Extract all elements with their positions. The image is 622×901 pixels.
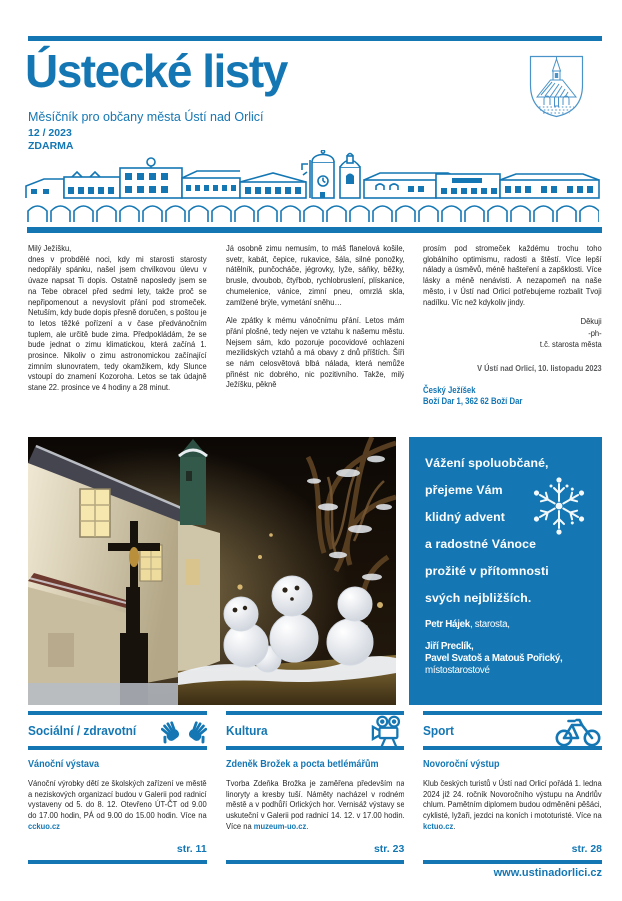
letter-salutation: Milý Ježíšku,: [28, 243, 72, 253]
city-website-link[interactable]: www.ustinadorlici.cz: [493, 867, 602, 879]
link-kctuo[interactable]: kctuo.cz: [423, 820, 454, 831]
signoff-initials: -ph-: [588, 327, 602, 338]
greeting-line: svých nejbližších.: [425, 591, 532, 605]
divider-bar: [226, 746, 405, 750]
section-title: Sociální / zdravotní: [28, 723, 137, 738]
divider-bar: [423, 860, 602, 864]
article-column-3: [423, 243, 602, 433]
divider-bar: [226, 860, 405, 864]
link-cckuo[interactable]: cckuo.cz: [28, 820, 60, 831]
letter-paragraph: Já osobně zimu nemusím, to máš flanelová košile, svetr, kabát, čepice, rukavice, šála, silné ponožky, nátělník, punčocháče, jégrovky, lyže, sáňky, běžky, brusle, dvoubob, čtyřbob, rychlobruslení, plískanice, chumelenice, vánice, zimní pneu, omrzlá skla, zamlžené brýle, vymetání sněhu…: [225, 243, 405, 307]
greeting-line: klidný advent: [425, 510, 505, 524]
page-reference: str. 23: [373, 843, 405, 855]
section-teaser-text: Tvorba Zdeňka Brožka je zaměřena především na linoryty a kresby tuší. Náměty nacházel v rodném městě a v podhůří Orlických hor. Vernisáž výstavy se uskuteční v Galerii pod radnicí 14. 12. v 17.00 hodin. Více na muzeum-uo.cz.: [225, 778, 405, 831]
greeting-line: prožité v přítomnosti: [425, 564, 549, 578]
addressee-name: Český Ježíšek: [423, 384, 476, 395]
section-teaser-text: Vánoční výrobky dětí ze školských zařízení ve městě a neziskových organizací budou v Galerii pod radnicí vystaveny od 5. do 8. 12. Otevřeno ÚT-ČT od 9.00 do 17.00 hodin, PÁ od 9.00 do 15.00 hodin. Více na cckuo.cz: [28, 778, 207, 831]
letter-dateline: V Ústí nad Orlicí, 10. listopadu 2023: [477, 362, 602, 373]
price-label: ZDARMA: [28, 140, 74, 152]
addressee-address: Boží Dar 1, 362 62 Boží Dar: [423, 395, 523, 406]
section-teaser-text: Klub českých turistů v Ústí nad Orlicí pořádá 1. ledna 2024 již 24. ročník Novoročního výstupu na Andrlův chlum. Pamětním diplomem budou odměněni pěšáci, cyklisté, lyžaři, jezdci na koních i mototuristé. Více na kctuo.cz.: [423, 778, 602, 831]
letter-signoff: [423, 316, 602, 351]
film-camera-icon: [370, 715, 404, 747]
greeting-line: Vážení spoluobčané,: [425, 456, 549, 470]
page-reference: str. 11: [176, 843, 207, 855]
greeting-signature-mayor: Petr Hájek, starosta,: [425, 619, 510, 630]
signoff-thanks: Děkuji: [580, 316, 602, 327]
greeting-signature-deputies: Jiří Preclík, Pavel Svatoš a Matouš Pořický, místostarostové: [425, 641, 563, 676]
teaser-sections: [28, 711, 602, 864]
town-crest-icon: [529, 55, 584, 118]
issue-number: 12 / 2023: [28, 127, 72, 139]
page-reference: str. 28: [571, 843, 602, 855]
masthead-subtitle: Měsíčník pro občany města Ústí nad Orlicí: [28, 110, 264, 124]
signoff-role: t.č. starosta města: [540, 339, 602, 350]
letter-addressee: [423, 385, 602, 407]
section-heading: Novoroční výstup: [423, 759, 500, 770]
caring-hands-icon: [161, 716, 207, 746]
snowflake-icon: [528, 475, 590, 537]
article-column-2: [226, 243, 405, 433]
section-title: Kultura: [225, 723, 268, 738]
divider-bar: [423, 746, 602, 750]
letter-paragraph: dnes v probdělé noci, kdy mi starosti starosty nedopřály spánku, našel jsem chvilkovou úlevu v úvaze napsat Ti dopis. Ostatně naposledy jsem se na Tebe obracel před sedmi lety, takže proč se nepřipomenout a nevyslovit přání pod stromeček. Netuším, kdy bude dopis přesně doručen, s poštou je to letos těžké pořízení a v čase předvánočním tuplem, ale určitě bude zima. Předpokládám, že se bude jednat o zimu klimatickou, která začíná 1. prosince. Nikoliv o zimu astronomickou začínající zimním slunovratem, tedy okamžikem, kdy Slunce vstoupí do znamení Kozoroha. Letos se tak údajně stane 22. prosince ve 4 hodiny a 28 minut.: [28, 253, 207, 393]
bicycle-icon: [554, 715, 602, 747]
skyline-divider-bar: [27, 227, 602, 233]
snowmen-night-photo: [28, 437, 396, 705]
divider-bar: [28, 860, 207, 864]
top-divider-bar: [28, 36, 602, 41]
section-heading: Zdeněk Brožek a pocta betlémářům: [225, 759, 379, 770]
section-sport: [423, 711, 602, 864]
greeting-line: přejeme Vám: [425, 483, 503, 497]
section-title: Sport: [423, 723, 455, 738]
lead-article: [28, 243, 602, 433]
holiday-greeting-box: [409, 437, 602, 705]
section-heading: Vánoční výstava: [28, 759, 100, 770]
greeting-line: a radostné Vánoce: [425, 537, 537, 551]
section-culture: [226, 711, 405, 864]
page-title: Ústecké listy: [25, 45, 287, 97]
letter-paragraph: Ale zpátky k mému vánočnímu přání. Letos mám přání plošné, tedy nejen ve vztahu k našemu městu. Nejsem sám, kdo pozoruje pocovidové ochlazení mezilidských vztahů a má obavy z dnů příštích. Šíří se nám celosvětová blbá nálada, která nemůže přinést nic dobrého, nic pozitivního. Takže, milý Ježíšku, pěkně: [225, 315, 405, 390]
town-skyline-illustration: [24, 150, 602, 227]
divider-bar: [28, 746, 207, 750]
letter-paragraph: prosím pod stromeček každému trochu toho globálního optimismu, radosti a štěstí. Více lepší nálady a úsměvů, méně hašteření a zapšklosti. Více lásky a méně nenávisti. A nezapomeň na naše město, i v Ústí nad Orlicí potřebujeme rozbalit Tvoji nadílku. Víc než kdykoliv jindy.: [423, 243, 602, 307]
link-muzeum-uo[interactable]: muzeum-uo.cz: [253, 820, 306, 831]
section-social-health: [28, 711, 207, 864]
article-column-1: [28, 243, 207, 433]
